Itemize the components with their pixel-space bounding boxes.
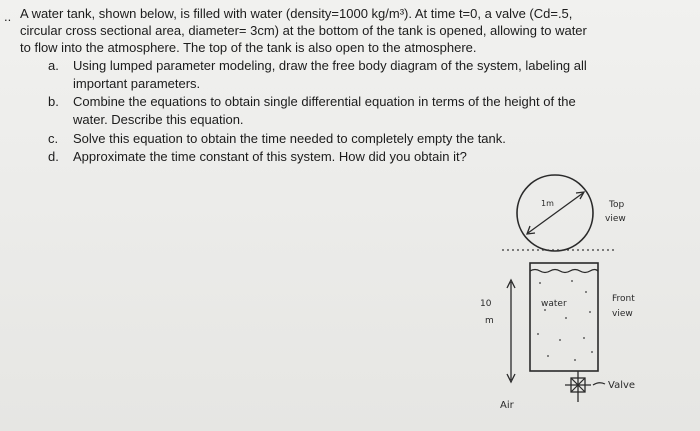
height-label-2: m — [485, 316, 494, 326]
height-label-1: 10 — [480, 299, 492, 309]
item-b-label: b. — [48, 94, 59, 109]
top-view-label-1: Top — [609, 200, 625, 210]
intro-line-3: to flow into the atmosphere. The top of the tank is also open to the atmosphere. — [20, 40, 477, 55]
item-a-line-1: Using lumped parameter modeling, draw the free body diagram of the system, labeling all — [73, 58, 587, 73]
diameter-arrow — [528, 193, 583, 233]
front-view-label-1: Front — [612, 294, 635, 304]
item-a-label: a. — [48, 58, 59, 73]
problem-marker: .. — [4, 9, 12, 24]
valve-pointer — [593, 383, 605, 385]
item-a-line-2: important parameters. — [73, 76, 201, 91]
intro-line-1: A water tank, shown below, is filled with water (density=1000 kg/m³). At time t=0, a valve (Cd=.5, — [20, 6, 573, 21]
item-d-label: d. — [48, 149, 59, 164]
air-label: Air — [500, 400, 514, 411]
tank-outline — [530, 263, 598, 371]
diameter-label: 1m — [541, 199, 554, 208]
item-b-line-1: Combine the equations to obtain single differential equation in terms of the height of the — [73, 94, 576, 109]
valve-label: Valve — [608, 380, 636, 391]
intro-line-2: circular cross sectional area, diameter= 3cm) at the bottom of the tank is opened, allowing to water — [20, 23, 587, 38]
item-d-line-1: Approximate the time constant of this system. How did you obtain it? — [73, 149, 467, 164]
item-c-label: c. — [48, 131, 59, 146]
water-dots — [537, 280, 593, 361]
top-view-label-2: view — [605, 214, 626, 224]
item-b-line-2: water. Describe this equation. — [73, 112, 244, 127]
water-label: water — [541, 299, 567, 309]
water-surface — [530, 270, 598, 273]
front-view-label-2: view — [612, 309, 633, 319]
item-c-line-1: Solve this equation to obtain the time needed to completely empty the tank. — [73, 131, 506, 146]
